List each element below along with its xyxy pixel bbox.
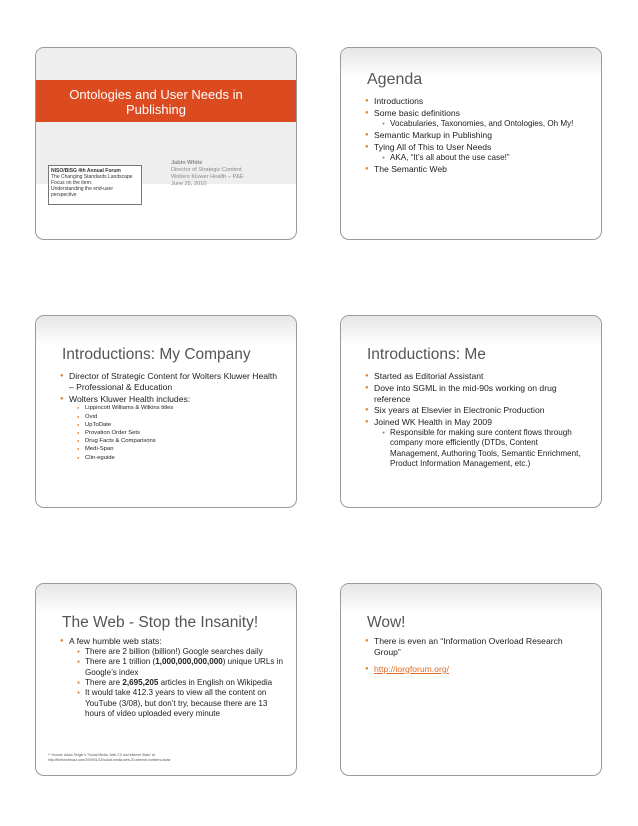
sub-bullet-item: ● Provation Order Sets	[77, 429, 284, 437]
bullet-item	[60, 394, 284, 462]
slide-header-shade	[36, 316, 296, 346]
stat-number: 1,000,000,000,000	[155, 657, 223, 667]
forum-line: Focus on the item:	[51, 180, 93, 186]
slide-header-shade	[341, 584, 601, 614]
bullet-item: ● Six years at Elsevier in Electronic Production	[365, 405, 589, 416]
bullet-item	[365, 664, 589, 675]
sub-bullet-item: ● Ovid	[77, 413, 284, 421]
bullet-list	[365, 96, 601, 176]
bullet-item: ● The Semantic Web	[365, 164, 601, 175]
forum-line: NISO/BISG 4th Annual Forum	[51, 168, 121, 174]
sub-list	[374, 153, 601, 163]
sub-bullet-item: ● There are 2 billion (billion!) Google searches daily	[77, 647, 286, 657]
forum-line: perspective	[51, 192, 77, 198]
title-line-2: Publishing	[126, 102, 186, 117]
sub-bullet-item: ● Drug Facts & Comparisons	[77, 437, 284, 445]
bullet-item: ● Dove into SGML in the mid-90s working on drug reference	[365, 383, 589, 405]
title-line-1: Ontologies and User Needs in	[69, 87, 243, 102]
slide-wow	[340, 583, 602, 776]
bullet-item	[365, 142, 601, 163]
slide-header-shade	[341, 316, 601, 346]
sub-bullet-item	[77, 657, 286, 678]
sub-bullet-item: ● AKA, “It’s all about the use case!”	[382, 153, 601, 163]
author-date: June 25, 2010	[171, 181, 207, 187]
sub-bullet-item: ● Responsible for making sure content flows through company more efficiently (DTDs, Content Management, Authoring Tools, Semantic Enrichment, Product Information Management, etc.)	[382, 428, 589, 470]
stat-text: There are	[85, 678, 123, 688]
bullet-text: Some basic definitions	[374, 107, 460, 118]
author-block	[171, 160, 244, 188]
bullet-item: ● Director of Strategic Content for Wolters Kluwer Health – Professional & Education	[60, 371, 284, 393]
sub-bullet-item: ● Vocabularies, Taxonomies, and Ontologies, Oh My!	[382, 119, 601, 129]
bullet-item	[365, 417, 589, 469]
sub-bullet-item: ● Clin-eguide	[77, 454, 284, 462]
title-band	[36, 80, 296, 122]
slide-agenda	[340, 47, 602, 240]
footnote-url: http://thefuturebuzz.com/2009/01/12/social-media-web-20-internet-numbers-stats/	[48, 758, 171, 762]
sub-list	[69, 404, 284, 461]
source-footnote	[48, 753, 171, 763]
bullet-list	[365, 636, 589, 675]
bullet-item	[60, 636, 286, 720]
author-org: Wolters Kluwer Health – P&E	[171, 174, 244, 180]
sub-bullet-item: ● Medi-Span	[77, 445, 284, 453]
bullet-item: ● Introductions	[365, 96, 601, 107]
bullet-text: Wolters Kluwer Health includes:	[69, 393, 191, 404]
author-role: Director of Strategic Content	[171, 167, 242, 173]
forum-box	[48, 165, 142, 205]
slide-heading: Introductions: My Company	[62, 346, 251, 363]
sub-list	[374, 119, 601, 129]
forum-line: Understanding the end-user	[51, 186, 113, 192]
slide-heading: Wow!	[367, 614, 406, 631]
stat-text: ) unique URLs in Google’s index	[85, 657, 283, 677]
bullet-text: Joined WK Health in May 2009	[374, 417, 492, 428]
bullet-item: ● Started as Editorial Assistant	[365, 371, 589, 382]
bullet-item	[365, 108, 601, 129]
presentation-title	[36, 87, 276, 117]
bullet-item: ● There is even an “Information Overload Research Group”	[365, 636, 589, 658]
stat-number: 2,695,205	[122, 678, 159, 688]
slide-my-company	[35, 315, 297, 508]
slide-heading: Introductions: Me	[367, 346, 486, 363]
sub-bullet-item	[77, 678, 286, 688]
sub-bullet-item: ● It would take 412.3 years to view all the content on YouTube (3/08), but don’t try, because there are 13 hours of video uploaded every minute	[77, 688, 286, 719]
slide-web-stats	[35, 583, 297, 776]
stat-text: articles in English on Wikipedia	[158, 678, 273, 688]
bullet-list	[365, 371, 589, 471]
bullet-text: Tying All of This to User Needs	[374, 141, 492, 152]
sub-bullet-item: ● Lippincott Williams & Wilkins titles	[77, 404, 284, 412]
sub-list	[69, 647, 286, 720]
sub-list	[374, 428, 589, 470]
slide-heading: The Web - Stop the Insanity!	[62, 614, 259, 631]
bullet-list	[60, 371, 284, 463]
slide-heading: Agenda	[367, 71, 423, 88]
stat-text: There are 1 trillion (	[85, 657, 156, 667]
iorg-link[interactable]: http://iorgforum.org/	[374, 663, 449, 674]
slide-header-shade	[36, 584, 296, 614]
bullet-text: A few humble web stats:	[69, 636, 162, 646]
slide-title	[35, 47, 297, 240]
bullet-item: ● Semantic Markup in Publishing	[365, 130, 601, 141]
bullet-list	[60, 636, 286, 721]
forum-line: The Changing Standards Landscape	[51, 174, 133, 180]
footnote-line: ** Source: Adam Singer’s “Social Media, Web 2.0 and Internet Stats” at	[48, 753, 155, 757]
slide-about-me	[340, 315, 602, 508]
sub-bullet-item: ● UpToDate	[77, 421, 284, 429]
author-name: Jabin White	[171, 160, 203, 166]
